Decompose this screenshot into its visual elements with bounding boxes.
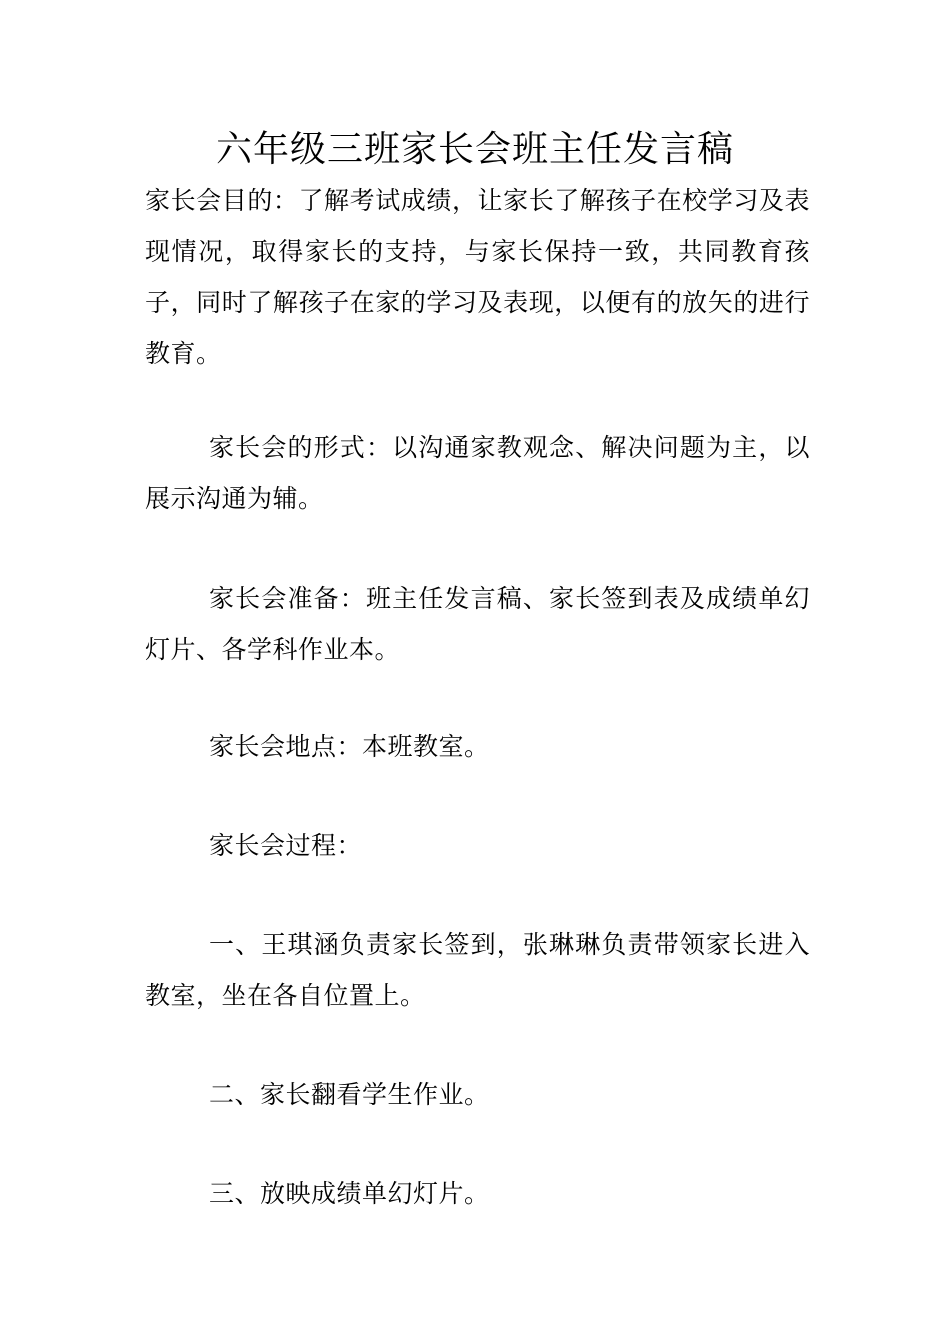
paragraph-location: 家长会地点：本班教室。 — [209, 732, 490, 761]
paragraph-step-three: 三、放映成绩单幻灯片。 — [209, 1179, 490, 1208]
paragraph-step-two: 二、家长翻看学生作业。 — [209, 1080, 490, 1109]
document-title: 六年级三班家长会班主任发言稿 — [215, 129, 734, 170]
paragraph-purpose: 家长会目的：了解考试成绩，让家长了解孩子在校学习及表现情况，取得家长的支持，与家长保持一致，共同教育孩子，同时了解孩子在家的学习及表现，以便有的放矢的进行教育。 — [145, 186, 810, 368]
paragraph-format: 家长会的形式：以沟通家教观念、解决问题为主，以展示沟通为辅。 — [145, 433, 810, 513]
paragraph-process: 家长会过程： — [209, 831, 363, 860]
paragraph-preparation: 家长会准备：班主任发言稿、家长签到表及成绩单幻灯片、各学科作业本。 — [145, 584, 810, 664]
paragraph-step-one: 一、王琪涵负责家长签到，张琳琳负责带领家长进入教室，坐在各自位置上。 — [145, 930, 810, 1010]
